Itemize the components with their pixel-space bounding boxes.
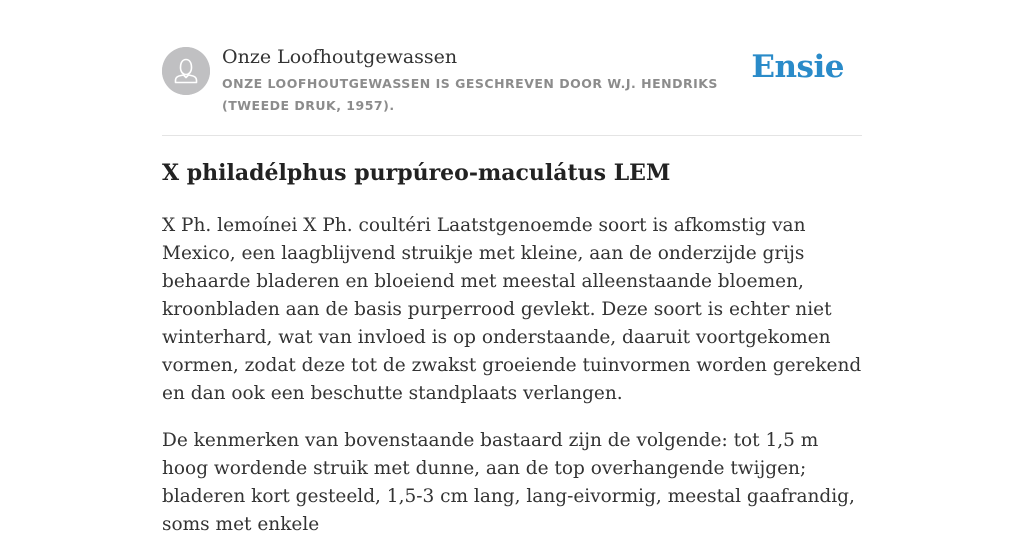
article-paragraph: De kenmerken van bovenstaande bastaard zijn de volgende: tot 1,5 m hoog wordende struik met dunne, aan de top overhangende twijgen; bladeren kort gesteeld, 1,5-3 cm lang, lang-eivormig, meestal gaafrandig, soms met enkele: [162, 430, 855, 535]
user-icon: [162, 47, 210, 95]
brand-logo[interactable]: Ensie: [751, 49, 844, 85]
article-body: [162, 212, 866, 558]
publication-avatar[interactable]: [162, 47, 210, 95]
publication-description: ONZE LOOFHOUTGEWASSEN IS GESCHREVEN DOOR W.J. HENDRIKS (TWEEDE DRUK, 1957).: [222, 76, 718, 113]
article-title: X philadélphus purpúreo-maculátus LEM: [162, 160, 671, 186]
article-paragraph: X Ph. lemoínei X Ph. coultéri Laatstgenoemde soort is afkomstig van Mexico, een laagblijvend struikje met kleine, aan de onderzijde grijs behaarde bladeren en bloeiend met meestal alleenstaande bloemen, kroonbladen aan de basis purperrood gevlekt. Deze soort is echter niet winterhard, wat van invloed is op onderstaande, daaruit voortgekomen vormen, zodat deze tot de zwakst groeiende tuinvormen worden gerekend en dan ook een beschutte standplaats verlangen.: [162, 215, 862, 404]
publication-title[interactable]: Onze Loofhoutgewassen: [222, 46, 458, 68]
publication-header: [162, 44, 862, 136]
